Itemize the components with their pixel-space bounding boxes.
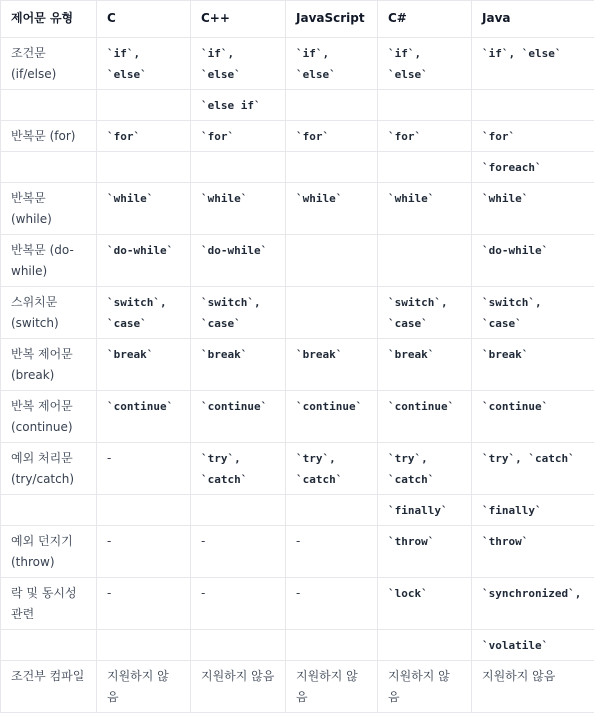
table-cell: `while` bbox=[97, 183, 191, 235]
table-cell: `try`, `catch` bbox=[472, 443, 594, 495]
table-cell: - bbox=[286, 578, 378, 630]
table-cell: `try`, `catch` bbox=[286, 443, 378, 495]
row-label-cell: 반복문 (do-while) bbox=[1, 235, 97, 287]
table-cell: `break` bbox=[97, 339, 191, 391]
table-cell bbox=[378, 630, 472, 661]
table-row bbox=[1, 90, 594, 121]
table-cell: - bbox=[97, 526, 191, 578]
row-label-cell: 락 및 동시성 관련 bbox=[1, 578, 97, 630]
table-cell: `for` bbox=[286, 121, 378, 152]
table-cell bbox=[97, 90, 191, 121]
table-cell: `if`, `else` bbox=[286, 38, 378, 90]
table-cell: `try`, `catch` bbox=[378, 443, 472, 495]
table-cell bbox=[286, 630, 378, 661]
table-cell: `foreach` bbox=[472, 152, 594, 183]
table-row bbox=[1, 630, 594, 661]
row-label-cell: 조건문 (if/else) bbox=[1, 38, 97, 90]
table-row bbox=[1, 183, 594, 235]
header-cell-csharp: C# bbox=[378, 1, 472, 38]
table-cell: `else if` bbox=[191, 90, 286, 121]
table-cell: 지원하지 않음 bbox=[378, 661, 472, 713]
table-cell: `finally` bbox=[378, 495, 472, 526]
table-cell: `while` bbox=[472, 183, 594, 235]
table-row bbox=[1, 339, 594, 391]
row-label-cell: 반복 제어문 (break) bbox=[1, 339, 97, 391]
table-cell: `break` bbox=[191, 339, 286, 391]
table-row bbox=[1, 495, 594, 526]
table-cell: `switch`, `case` bbox=[378, 287, 472, 339]
row-label-cell bbox=[1, 152, 97, 183]
table-cell bbox=[286, 495, 378, 526]
row-label-cell: 반복 제어문 (continue) bbox=[1, 391, 97, 443]
table-cell: `try`, `catch` bbox=[191, 443, 286, 495]
table-cell: `for` bbox=[472, 121, 594, 152]
table-cell bbox=[378, 90, 472, 121]
table-cell bbox=[378, 235, 472, 287]
table-row bbox=[1, 526, 594, 578]
table-cell: `for` bbox=[378, 121, 472, 152]
table-row bbox=[1, 443, 594, 495]
table-cell: - bbox=[191, 526, 286, 578]
table-cell: `continue` bbox=[472, 391, 594, 443]
table-cell: `volatile` bbox=[472, 630, 594, 661]
table-row bbox=[1, 235, 594, 287]
table-cell bbox=[97, 630, 191, 661]
table-cell: - bbox=[191, 578, 286, 630]
table-cell bbox=[472, 90, 594, 121]
header-cell-type: 제어문 유형 bbox=[1, 1, 97, 38]
header-cell-java: Java bbox=[472, 1, 594, 38]
table-cell: `if`, `else` bbox=[191, 38, 286, 90]
table-cell: `for` bbox=[191, 121, 286, 152]
table-cell: `continue` bbox=[378, 391, 472, 443]
table-row bbox=[1, 152, 594, 183]
row-label-cell: 예외 던지기 (throw) bbox=[1, 526, 97, 578]
row-label-cell bbox=[1, 495, 97, 526]
table-cell bbox=[97, 152, 191, 183]
row-label-cell: 예외 처리문 (try/catch) bbox=[1, 443, 97, 495]
table-cell bbox=[191, 152, 286, 183]
table-cell: `while` bbox=[378, 183, 472, 235]
table-row bbox=[1, 391, 594, 443]
table-row bbox=[1, 578, 594, 630]
table-cell: `do-while` bbox=[191, 235, 286, 287]
table-row bbox=[1, 661, 594, 713]
table-cell: 지원하지 않음 bbox=[191, 661, 286, 713]
table-cell: `switch`, `case` bbox=[191, 287, 286, 339]
table-cell: `for` bbox=[97, 121, 191, 152]
header-row bbox=[1, 1, 594, 38]
row-label-cell bbox=[1, 630, 97, 661]
row-label-cell: 스위치문 (switch) bbox=[1, 287, 97, 339]
table-cell bbox=[286, 152, 378, 183]
table-cell: 지원하지 않음 bbox=[472, 661, 594, 713]
table-cell: `do-while` bbox=[97, 235, 191, 287]
table-cell: `while` bbox=[286, 183, 378, 235]
table-cell: `synchronized`, bbox=[472, 578, 594, 630]
table-body bbox=[1, 38, 594, 713]
table-cell: `continue` bbox=[191, 391, 286, 443]
table-cell: - bbox=[286, 526, 378, 578]
table-cell bbox=[286, 235, 378, 287]
table-row bbox=[1, 121, 594, 152]
table-cell bbox=[378, 152, 472, 183]
table-cell: `throw` bbox=[378, 526, 472, 578]
row-label-cell: 조건부 컴파일 bbox=[1, 661, 97, 713]
table-cell bbox=[191, 495, 286, 526]
table-cell: `finally` bbox=[472, 495, 594, 526]
table-cell: `continue` bbox=[286, 391, 378, 443]
table-cell: `switch`, `case` bbox=[97, 287, 191, 339]
table-row bbox=[1, 38, 594, 90]
header-cell-cpp: C++ bbox=[191, 1, 286, 38]
table-cell bbox=[286, 287, 378, 339]
table-cell: `break` bbox=[378, 339, 472, 391]
row-label-cell: 반복문 (while) bbox=[1, 183, 97, 235]
table-cell: `if`, `else` bbox=[97, 38, 191, 90]
table-row bbox=[1, 287, 594, 339]
table-cell: `if`, `else` bbox=[472, 38, 594, 90]
row-label-cell bbox=[1, 90, 97, 121]
table-cell bbox=[191, 630, 286, 661]
header-cell-c: C bbox=[97, 1, 191, 38]
table-cell: `lock` bbox=[378, 578, 472, 630]
header-cell-javascript: JavaScript bbox=[286, 1, 378, 38]
table-cell: 지원하지 않음 bbox=[286, 661, 378, 713]
table-cell: `switch`, `case` bbox=[472, 287, 594, 339]
table-cell bbox=[286, 90, 378, 121]
table-cell: 지원하지 않음 bbox=[97, 661, 191, 713]
table-cell: `continue` bbox=[97, 391, 191, 443]
table-cell: - bbox=[97, 443, 191, 495]
table-cell: `while` bbox=[191, 183, 286, 235]
table-cell: `break` bbox=[286, 339, 378, 391]
table-cell bbox=[97, 495, 191, 526]
table-cell: - bbox=[97, 578, 191, 630]
table-cell: `do-while` bbox=[472, 235, 594, 287]
table-cell: `break` bbox=[472, 339, 594, 391]
table-cell: `throw` bbox=[472, 526, 594, 578]
row-label-cell: 반복문 (for) bbox=[1, 121, 97, 152]
table-cell: `if`, `else` bbox=[378, 38, 472, 90]
